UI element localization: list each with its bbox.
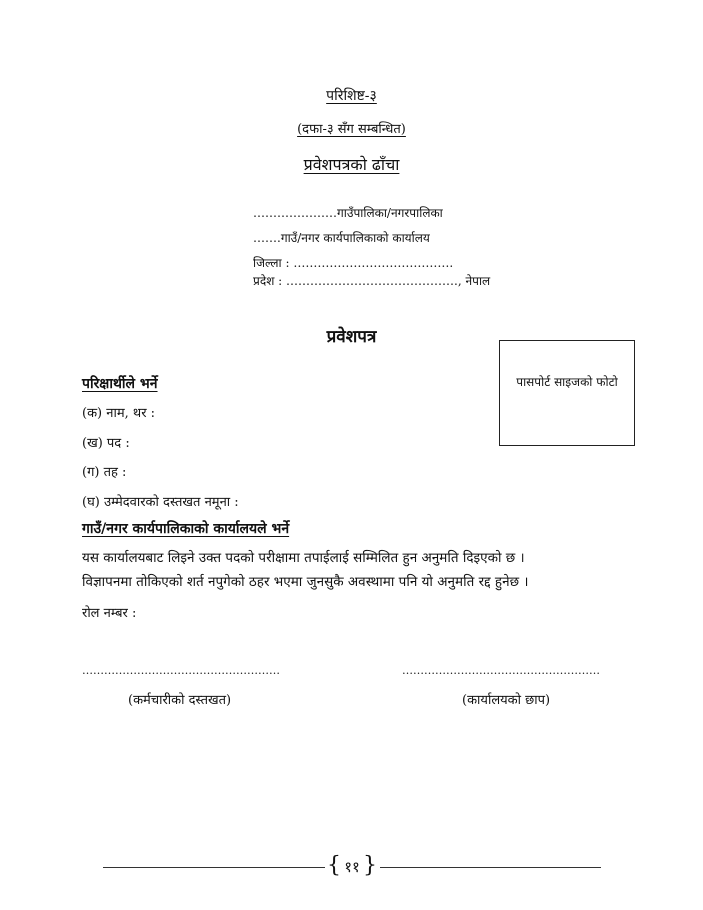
- staff-signature-label: (कर्मचारीको दस्तखत): [128, 693, 232, 708]
- page-number-box: [327, 853, 377, 881]
- section-reference: (दफा-३ सँग सम्बन्धित): [297, 122, 406, 137]
- address-district: जिल्ला : ………………………………….: [253, 256, 454, 270]
- field-level: (ग) तह :: [82, 465, 127, 480]
- field-name: (क) नाम, थर :: [82, 406, 156, 421]
- field-signature-sample: (घ) उम्मेदवारको दस्तखत नमूना :: [82, 495, 239, 510]
- photo-box-label: पासपोर्ट साइजको फोटो: [516, 375, 618, 389]
- format-title: प्रवेशपत्रको ढाँचा: [303, 155, 400, 174]
- address-province: प्रदेश : ……………………………………., नेपाल: [253, 274, 491, 288]
- footer-rule-right: [380, 867, 601, 868]
- staff-signature-line: ………………………………………………: [82, 664, 280, 677]
- permission-line-1: यस कार्यालयबाट लिइने उक्त पदको परीक्षामा तपाईलाई सम्मिलित हुन अनुमति दिइएको छ ।: [82, 550, 525, 566]
- right-brace-icon: }: [363, 853, 377, 878]
- roll-number-field: रोल नम्बर :: [82, 606, 137, 621]
- office-stamp-label: (कार्यालयको छाप): [462, 693, 551, 708]
- permission-line-2: विज्ञापनमा तोकिएको शर्त नपुगेको ठहर भएमा जुनसुकै अवस्थामा पनि यो अनुमति रद्द हुनेछ ।: [82, 574, 529, 590]
- permission-statement: [82, 546, 642, 594]
- left-brace-icon: {: [327, 853, 341, 878]
- address-municipality: …………………गाउँपालिका/नगरपालिका: [253, 206, 443, 220]
- passport-photo-box: [499, 340, 635, 446]
- annex-title: परिशिष्ट-३: [326, 88, 377, 104]
- footer-rule-left: [103, 867, 325, 868]
- office-section-heading: गाउँ/नगर कार्यपालिकाको कार्यालयले भर्ने: [82, 521, 290, 537]
- admit-card-title: प्रवेशपत्र: [326, 327, 377, 347]
- field-post: (ख) पद :: [82, 436, 130, 451]
- address-office: …….गाउँ/नगर कार्यपालिकाको कार्यालय: [253, 231, 430, 245]
- page-number: ११: [344, 858, 360, 876]
- office-stamp-line: ………………………………………………: [402, 664, 600, 677]
- examinee-section-heading: परिक्षार्थीले भर्ने: [82, 376, 158, 392]
